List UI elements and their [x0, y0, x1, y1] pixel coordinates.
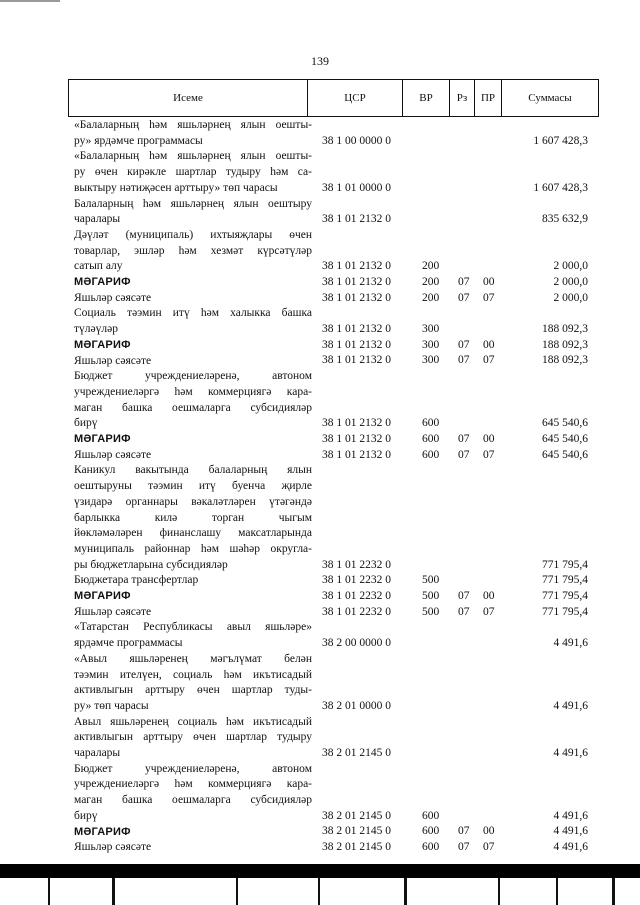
row-sum: 2 000,0: [553, 275, 588, 288]
row-name-line: «Балаларның һәм яшьләрнең ялын оешты-: [74, 150, 312, 163]
row-csr: 38 1 01 2132 0: [322, 448, 391, 461]
row-sum: 771 795,4: [542, 605, 588, 618]
row-name: [74, 118, 312, 149]
table-row: [0, 448, 640, 464]
row-name: [74, 197, 312, 228]
table-row: [0, 291, 640, 307]
row-name-line: бирү: [74, 809, 98, 822]
row-name-line: выктыру нәтиҗәсен арттыру» төп чарасы: [74, 181, 278, 194]
row-name-line: МӘГАРИФ: [74, 276, 131, 288]
row-rz: 07: [458, 841, 470, 854]
header-sum: Суммасы: [528, 92, 572, 104]
table-row: [0, 589, 640, 605]
row-name-line: йөкләмәләрен финанслашу максатларында: [74, 527, 312, 540]
row-sum: 771 795,4: [542, 574, 588, 587]
table-row: [0, 197, 640, 228]
row-csr: 38 1 01 2132 0: [322, 275, 391, 288]
table-row: [0, 369, 640, 432]
row-pr: 07: [483, 841, 495, 854]
table-row: [0, 306, 640, 337]
table-row: [0, 620, 640, 651]
row-sum: 4 491,6: [553, 825, 588, 838]
row-name: [74, 338, 312, 354]
row-sum: 1 607 428,3: [533, 181, 588, 194]
row-vr: 500: [422, 574, 440, 587]
row-csr: 38 1 01 2132 0: [322, 213, 391, 226]
row-name: [74, 463, 312, 573]
row-name-line: учреждениеләргә һәм коммерциягә кара-: [74, 778, 312, 791]
table-row: [0, 338, 640, 354]
row-pr: 07: [483, 605, 495, 618]
row-vr: 200: [422, 260, 440, 273]
row-name: [74, 652, 312, 715]
row-csr: 38 1 01 2132 0: [322, 354, 391, 367]
row-sum: 771 795,4: [542, 558, 588, 571]
row-rz: 07: [458, 432, 470, 445]
row-name-line: бирү: [74, 417, 98, 430]
table-row: [0, 825, 640, 841]
row-name-line: «Балаларның һәм яшьләрнең ялын оешты-: [74, 119, 312, 131]
row-vr: 600: [422, 417, 440, 430]
table-row: [0, 228, 640, 275]
row-sum: 188 092,3: [542, 338, 588, 351]
row-name-line: учреждениеләргә һәм коммерциягә кара-: [74, 385, 312, 398]
row-vr: 300: [422, 354, 440, 367]
row-name-line: чаралары: [74, 213, 121, 226]
header-pr: ПР: [480, 92, 496, 104]
row-name-line: МӘГАРИФ: [74, 338, 131, 351]
row-name-line: Яшьләр сәясәте: [74, 354, 152, 367]
row-sum: 188 092,3: [542, 323, 588, 336]
row-name-line: сатып алу: [74, 260, 123, 273]
row-rz: 07: [458, 448, 470, 461]
row-pr: 07: [483, 354, 495, 367]
row-name-line: Балаларның һәм яшьләрнең ялын оештыру: [74, 197, 312, 210]
row-name-line: Яшьләр сәясәте: [74, 605, 152, 618]
row-vr: 600: [422, 448, 440, 461]
row-name: [74, 573, 312, 589]
row-csr: 38 2 01 2145 0: [322, 841, 391, 854]
row-name: [74, 306, 312, 337]
row-pr: 00: [483, 825, 495, 838]
row-sum: 2 000,0: [553, 260, 588, 273]
row-sum: 645 540,6: [542, 448, 588, 461]
row-pr: 00: [483, 432, 495, 445]
row-name-line: МӘГАРИФ: [74, 433, 131, 445]
row-csr: 38 1 01 0000 0: [322, 181, 391, 194]
row-name-line: ру» төп чарасы: [74, 699, 149, 712]
scan-edge-mark: [0, 0, 60, 2]
row-csr: 38 1 00 0000 0: [322, 134, 391, 147]
row-rz: 07: [458, 354, 470, 367]
header-vr: ВР: [419, 92, 433, 104]
row-name-line: «Авыл яшьләренең мәгълүмат белән: [74, 652, 312, 665]
row-sum: 188 092,3: [542, 354, 588, 367]
row-pr: 00: [483, 338, 495, 351]
row-csr: 38 2 01 2145 0: [322, 809, 391, 822]
row-vr: 600: [422, 432, 440, 445]
row-name-line: ры бюджетларына субсидияләр: [74, 558, 228, 571]
row-name: [74, 762, 312, 825]
row-rz: 07: [458, 275, 470, 288]
table-row: [0, 432, 640, 448]
row-name-line: Бюджет учреждениеләренә, автоном: [74, 370, 312, 383]
row-pr: 07: [483, 291, 495, 304]
row-sum: 4 491,6: [553, 637, 588, 650]
scan-bottom-strip: [0, 878, 640, 905]
row-name-line: үзидарә органнары вәкаләтләрен үтәгәндә: [74, 495, 312, 508]
row-name: [74, 432, 312, 448]
table-row: [0, 605, 640, 621]
row-name-line: Бюджетара трансфертлар: [74, 574, 199, 587]
row-name-line: Социаль тәэмин итү һәм халыкка башка: [74, 307, 312, 320]
row-name-line: Бюджет учреждениеләренә, автоном: [74, 762, 312, 775]
row-name-line: барлыкка килә торган чыгым: [74, 511, 312, 524]
row-csr: 38 1 01 2132 0: [322, 291, 391, 304]
row-sum: 835 632,9: [542, 213, 588, 226]
row-rz: 07: [458, 338, 470, 351]
row-vr: 600: [422, 841, 440, 854]
row-sum: 2 000,0: [553, 291, 588, 304]
row-vr: 200: [422, 291, 440, 304]
row-vr: 500: [422, 605, 440, 618]
row-name-line: МӘГАРИФ: [74, 590, 131, 602]
row-name-line: Яшьләр сәясәте: [74, 291, 152, 304]
row-pr: 00: [483, 589, 495, 602]
row-name: [74, 354, 312, 370]
row-name-line: Каникул вакытында балаларның ялын: [74, 464, 312, 477]
row-name-line: маган башка оешмаларга субсидияләр: [74, 401, 312, 414]
row-csr: 38 1 01 2132 0: [322, 338, 391, 351]
row-name-line: Яшьләр сәясәте: [74, 448, 152, 461]
row-pr: 00: [483, 275, 495, 288]
header-csr: ЦСР: [344, 92, 366, 104]
row-sum: 645 540,6: [542, 417, 588, 430]
row-rz: 07: [458, 825, 470, 838]
row-vr: 500: [422, 589, 440, 602]
row-csr: 38 1 01 2232 0: [322, 574, 391, 587]
row-sum: 771 795,4: [542, 589, 588, 602]
row-csr: 38 1 01 2132 0: [322, 260, 391, 273]
row-name-line: товарлар, эшләр һәм хезмәт күрсәтүләр: [74, 244, 312, 257]
row-sum: 645 540,6: [542, 432, 588, 445]
row-rz: 07: [458, 589, 470, 602]
row-name: [74, 589, 312, 605]
row-csr: 38 2 01 0000 0: [322, 699, 391, 712]
row-name-line: Дәүләт (муниципаль) ихтыяҗлары өчен: [74, 228, 312, 241]
row-name-line: МӘГАРИФ: [74, 825, 131, 838]
row-sum: 4 491,6: [553, 809, 588, 822]
table-row: [0, 463, 640, 573]
row-name-line: маган башка оешмаларга субсидияләр: [74, 794, 312, 807]
row-sum: 4 491,6: [553, 746, 588, 759]
row-name-line: ярдәмче программасы: [74, 637, 183, 650]
row-name-line: чаралары: [74, 747, 121, 759]
row-csr: 38 1 01 2232 0: [322, 558, 391, 571]
row-sum: 4 491,6: [553, 841, 588, 854]
table-row: [0, 652, 640, 715]
row-name: [74, 620, 312, 651]
row-pr: 07: [483, 448, 495, 461]
row-name: [74, 228, 312, 275]
row-name: [74, 369, 312, 432]
row-name-line: тәэмин ителүен, социаль һәм икътисадый: [74, 668, 312, 681]
row-name-line: активлыгын арттыру өчен шартлар туды-: [74, 684, 312, 697]
row-sum: 1 607 428,3: [533, 134, 588, 147]
row-vr: 600: [422, 809, 440, 822]
row-name: [74, 448, 312, 464]
row-name-line: ру өчен кирәкле шартлар тудыру һәм са-: [74, 166, 312, 179]
row-name-line: «Татарстан Республикасы авыл яшьләре»: [74, 621, 312, 634]
table-row: [0, 354, 640, 370]
row-name-line: Яшьләр сәясәте: [74, 841, 152, 854]
row-csr: 38 1 01 2132 0: [322, 323, 391, 336]
row-name-line: Авыл яшьләренең социаль һәм икътисадый: [74, 715, 312, 728]
row-name: [74, 291, 312, 307]
row-name: [74, 715, 312, 762]
table-row: [0, 573, 640, 589]
row-csr: 38 1 01 2132 0: [322, 417, 391, 430]
page-number: 139: [311, 54, 329, 68]
row-name: [74, 840, 312, 856]
row-name: [74, 605, 312, 621]
row-name-line: оештыруны тәэмин итү буенча җирле: [74, 480, 312, 493]
row-name-line: ру» ярдәмче программасы: [74, 134, 203, 147]
row-csr: 38 1 01 2232 0: [322, 589, 391, 602]
table-row: [0, 149, 640, 196]
row-vr: 600: [422, 825, 440, 838]
table-row: [0, 840, 640, 856]
row-csr: 38 2 00 0000 0: [322, 637, 391, 650]
row-rz: 07: [458, 605, 470, 618]
table-row: [0, 275, 640, 291]
row-csr: 38 2 01 2145 0: [322, 825, 391, 838]
scan-bottom-border: [0, 864, 640, 878]
row-vr: 200: [422, 275, 440, 288]
row-csr: 38 2 01 2145 0: [322, 746, 391, 759]
row-name-line: түләүләр: [74, 323, 118, 336]
row-sum: 4 491,6: [553, 699, 588, 712]
table-row: [0, 715, 640, 762]
row-name: [74, 825, 312, 841]
row-rz: 07: [458, 291, 470, 304]
row-name: [74, 275, 312, 291]
row-vr: 300: [422, 338, 440, 351]
header-rz: Рз: [456, 92, 468, 104]
row-csr: 38 1 01 2232 0: [322, 605, 391, 618]
row-name-line: муниципаль районнар һәм шәһәр округла-: [74, 542, 312, 555]
table-header: [68, 79, 599, 117]
table-row: [0, 762, 640, 825]
header-name: Исеме: [173, 92, 203, 104]
row-name: [74, 149, 312, 196]
table-row: [0, 118, 640, 149]
row-name-line: активлыгын арттыру өчен шартлар тудыру: [74, 731, 312, 744]
row-vr: 300: [422, 323, 440, 336]
row-csr: 38 1 01 2132 0: [322, 432, 391, 445]
